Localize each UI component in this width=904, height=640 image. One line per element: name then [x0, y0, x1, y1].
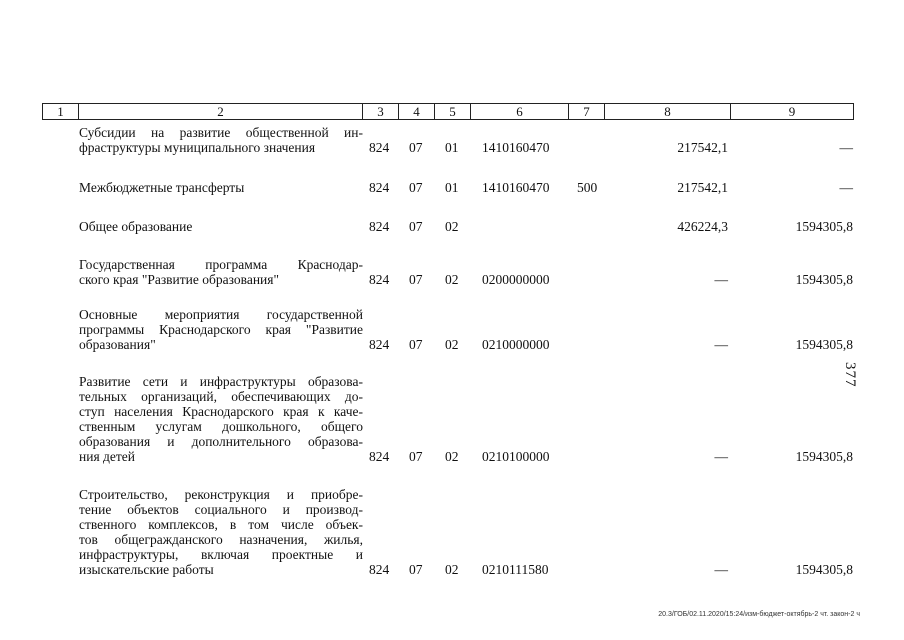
- description-line: Основные мероприятия государственной: [79, 307, 363, 322]
- cell-col-6: 0200000000: [482, 272, 550, 287]
- cell-col-8: —: [714, 337, 728, 352]
- cell-col-4: 07: [409, 449, 423, 464]
- cell-col-4: 07: [409, 562, 423, 577]
- row-description: [79, 307, 363, 352]
- row-description: [79, 257, 363, 287]
- header-col-7: 7: [568, 104, 604, 119]
- header-col-9: 9: [730, 104, 853, 119]
- description-line: ния детей: [79, 449, 136, 464]
- footer-stamp: 20.3/ГОБ/02.11.2020/15:24/изм-бюджет-октябрь-2 чт. закон-2 ч: [658, 611, 860, 618]
- description-line: тение объектов социального и производ-: [79, 502, 363, 517]
- cell-col-6: 1410160470: [482, 140, 550, 155]
- cell-col-3: 824: [369, 449, 390, 464]
- header-col-5: 5: [434, 104, 470, 119]
- description-line: Общее образование: [79, 219, 193, 234]
- page-number: 377: [842, 362, 858, 388]
- description-line: фраструктуры муниципального значения: [79, 140, 316, 155]
- cell-col-9: 1594305,8: [795, 219, 853, 234]
- cell-col-5: 01: [445, 180, 459, 195]
- cell-col-3: 824: [369, 272, 390, 287]
- description-line: ского края "Развитие образования": [79, 272, 279, 287]
- description-line: образования и дополнительного образова-: [79, 434, 363, 449]
- description-line: ственным услугам дошкольного, общего: [79, 419, 363, 434]
- description-line: ступ населения Краснодарского края к каче-: [79, 404, 363, 419]
- cell-col-5: 01: [445, 140, 459, 155]
- column-number-header: [42, 103, 854, 120]
- cell-col-9: —: [839, 140, 853, 155]
- description-line: программы Краснодарского края "Развитие: [79, 322, 363, 337]
- description-line: Развитие сети и инфраструктуры образова-: [79, 374, 363, 389]
- cell-col-9: —: [839, 180, 853, 195]
- cell-col-8: —: [714, 562, 728, 577]
- header-col-1: 1: [57, 104, 64, 119]
- row-description: [79, 125, 363, 155]
- cell-col-4: 07: [409, 272, 423, 287]
- cell-col-9: 1594305,8: [795, 449, 853, 464]
- header-col-6: 6: [470, 104, 568, 119]
- cell-col-4: 07: [409, 219, 423, 234]
- description-line: образования": [79, 337, 156, 352]
- cell-col-9: 1594305,8: [795, 272, 853, 287]
- cell-col-3: 824: [369, 337, 390, 352]
- cell-col-8: —: [714, 272, 728, 287]
- cell-col-6: 0210111580: [482, 562, 549, 577]
- cell-col-7: 500: [577, 180, 598, 195]
- description-line: ственного комплексов, в том числе объек-: [79, 517, 363, 532]
- cell-col-5: 02: [445, 272, 459, 287]
- row-description: [79, 374, 363, 464]
- cell-col-6: 0210100000: [482, 449, 550, 464]
- description-line: тельных организаций, обеспечивающих до-: [79, 389, 363, 404]
- description-line: изыскательские работы: [79, 562, 214, 577]
- cell-col-6: 0210000000: [482, 337, 550, 352]
- row-description: [79, 487, 363, 577]
- cell-col-3: 824: [369, 562, 390, 577]
- cell-col-9: 1594305,8: [795, 337, 853, 352]
- header-col-4: 4: [398, 104, 434, 119]
- description-line: Строительство, реконструкция и приобре-: [79, 487, 363, 502]
- row-description: [79, 219, 363, 234]
- cell-col-8: —: [714, 449, 728, 464]
- cell-col-8: 217542,1: [677, 140, 728, 155]
- cell-col-9: 1594305,8: [795, 562, 853, 577]
- cell-col-3: 824: [369, 219, 390, 234]
- cell-col-4: 07: [409, 180, 423, 195]
- header-col-2: 2: [78, 104, 362, 119]
- cell-col-4: 07: [409, 337, 423, 352]
- row-description: [79, 180, 363, 195]
- cell-col-6: 1410160470: [482, 180, 550, 195]
- header-col-3: 3: [362, 104, 398, 119]
- cell-col-8: 426224,3: [677, 219, 728, 234]
- cell-col-5: 02: [445, 219, 459, 234]
- cell-col-3: 824: [369, 140, 390, 155]
- cell-col-8: 217542,1: [677, 180, 728, 195]
- header-col-8: 8: [604, 104, 730, 119]
- description-line: Межбюджетные трансферты: [79, 180, 245, 195]
- description-line: Субсидии на развитие общественной ин-: [79, 125, 363, 140]
- cell-col-5: 02: [445, 562, 459, 577]
- cell-col-5: 02: [445, 449, 459, 464]
- cell-col-5: 02: [445, 337, 459, 352]
- cell-col-3: 824: [369, 180, 390, 195]
- description-line: инфраструктуры, включая проектные и: [79, 547, 363, 562]
- description-line: Государственная программа Краснодар-: [79, 257, 363, 272]
- cell-col-4: 07: [409, 140, 423, 155]
- description-line: тов общегражданского назначения, жилья,: [79, 532, 363, 547]
